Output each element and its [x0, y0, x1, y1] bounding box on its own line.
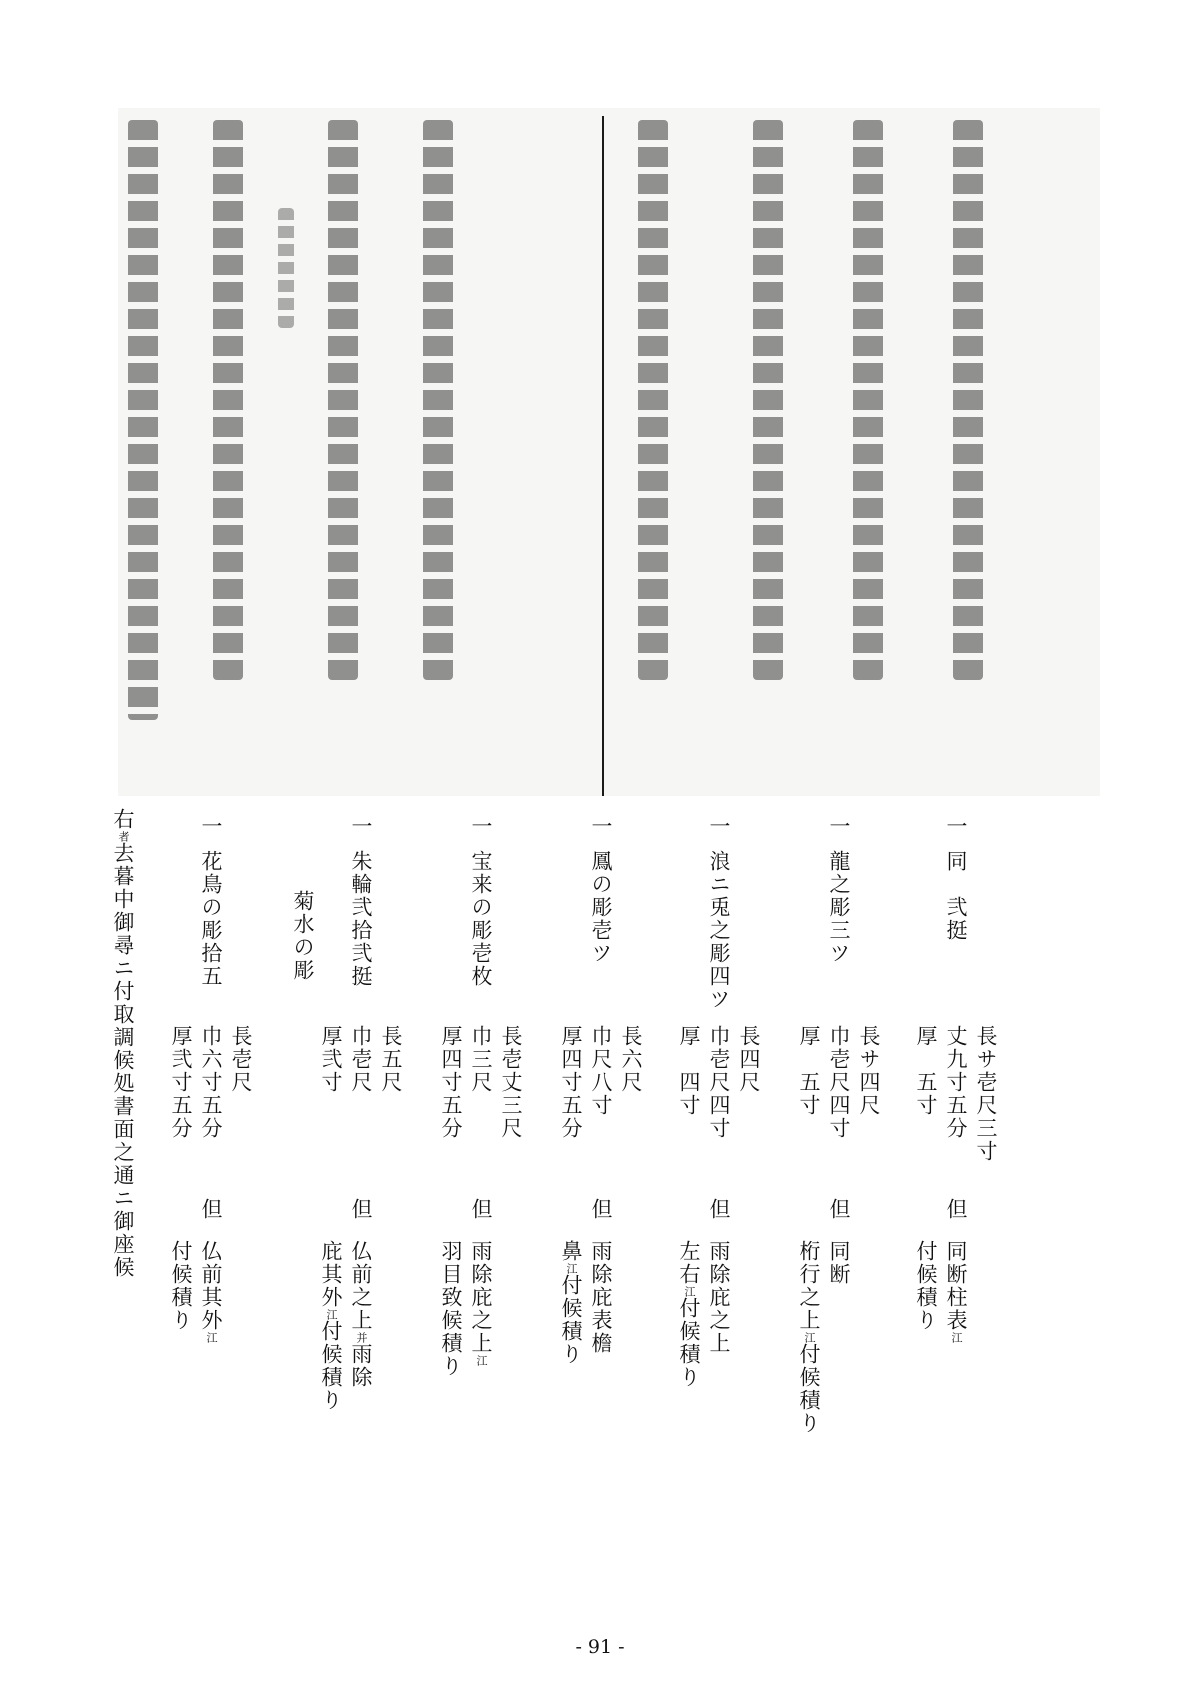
- note-small: 江: [565, 1263, 579, 1274]
- item-note: 雨除庇之上: [707, 1240, 732, 1355]
- item-size-line: 長五尺: [379, 1025, 404, 1094]
- list-bullet: 一: [469, 815, 494, 838]
- script-column: [213, 120, 243, 680]
- item-size-line: 丈九寸五分: [944, 1025, 969, 1140]
- page-number: - 91 -: [575, 1636, 625, 1658]
- item-size-line: 巾壱尺: [349, 1025, 374, 1094]
- note-mark: 但: [589, 1198, 614, 1221]
- script-column: [423, 120, 453, 680]
- list-bullet: 一: [589, 815, 614, 838]
- item-note: 付候積り: [169, 1240, 194, 1332]
- item-note: 同断: [827, 1240, 852, 1286]
- item-note: [798, 1240, 820, 1435]
- closing-line: [112, 808, 134, 1279]
- item-size-line: 厚弐寸五分: [169, 1025, 194, 1140]
- list-bullet: 一: [349, 815, 374, 838]
- note-text: 雨除庇之上: [469, 1240, 494, 1355]
- item-size-line: 厚 五寸: [914, 1025, 939, 1117]
- note-text: 桁行之上: [797, 1240, 822, 1332]
- list-bullet: 一: [199, 815, 224, 838]
- item-size-line: 長六尺: [619, 1025, 644, 1094]
- item-size-line: 巾壱尺四寸: [707, 1025, 732, 1140]
- item-note: [560, 1240, 582, 1366]
- note-small: 江: [325, 1309, 339, 1320]
- note-small: 江: [803, 1332, 817, 1343]
- note-text: 左右: [677, 1240, 702, 1286]
- note-mark: 但: [827, 1198, 852, 1221]
- list-bullet: 一: [827, 815, 852, 838]
- note-text: 仏前之上: [349, 1240, 374, 1332]
- item-name: 同 弐挺: [944, 850, 969, 942]
- item-note: [350, 1240, 372, 1389]
- script-column: [638, 120, 668, 680]
- note-text: 付候積り: [559, 1274, 584, 1366]
- closing-small: 者: [117, 831, 131, 842]
- item-size-line: 厚四寸五分: [559, 1025, 584, 1140]
- item-note: [678, 1240, 700, 1389]
- item-size-line: 長サ壱尺三寸: [974, 1025, 999, 1163]
- note-text: 付候積り: [797, 1343, 822, 1435]
- note-text: 雨除: [349, 1343, 374, 1389]
- item-note: [470, 1240, 492, 1366]
- item-size-line: 巾尺八寸: [589, 1025, 614, 1117]
- item-size-line: 巾六寸五分: [199, 1025, 224, 1140]
- item-name: 龍之彫三ツ: [827, 850, 852, 965]
- item-size-line: 長壱丈三尺: [499, 1025, 524, 1140]
- note-mark: 但: [469, 1198, 494, 1221]
- item-size-line: 厚弐寸: [319, 1025, 344, 1094]
- note-mark: 但: [707, 1198, 732, 1221]
- page-fold-line: [602, 116, 604, 796]
- note-text: 付候積り: [319, 1320, 344, 1412]
- item-name: 朱輪弐拾弐挺: [349, 850, 374, 988]
- item-name: 宝来の彫壱枚: [469, 850, 494, 988]
- item-size-line: 厚 四寸: [677, 1025, 702, 1117]
- item-name: 鳳の彫壱ツ: [589, 850, 614, 965]
- list-bullet: 一: [944, 815, 969, 838]
- script-column: [853, 120, 883, 680]
- note-small: 江: [950, 1332, 964, 1343]
- item-size-line: 巾三尺: [469, 1025, 494, 1094]
- script-column: [953, 120, 983, 680]
- item-note: [320, 1240, 342, 1412]
- note-mark: 但: [944, 1198, 969, 1221]
- item-note: 羽目致候積り: [439, 1240, 464, 1378]
- note-mark: 但: [349, 1198, 374, 1221]
- item-note: [200, 1240, 222, 1343]
- item-size-line: 長壱尺: [229, 1025, 254, 1094]
- item-size-line: 巾壱尺四寸: [827, 1025, 852, 1140]
- script-column: [753, 120, 783, 680]
- note-text: 仏前其外: [199, 1240, 224, 1332]
- item-sub-name: 菊水の彫: [291, 890, 316, 982]
- note-text: 鼻: [559, 1240, 584, 1263]
- note-small: 江: [475, 1355, 489, 1366]
- note-text: 付候積り: [677, 1297, 702, 1389]
- script-column: [328, 120, 358, 680]
- script-column: [128, 120, 158, 720]
- note-text: 庇其外: [319, 1240, 344, 1309]
- item-size-line: 厚 五寸: [797, 1025, 822, 1117]
- note-small: 并: [355, 1332, 369, 1343]
- item-name: 浪ニ兎之彫四ツ: [707, 850, 732, 1011]
- item-size-line: 長四尺: [737, 1025, 762, 1094]
- note-mark: 但: [199, 1198, 224, 1221]
- item-note: 付候積り: [914, 1240, 939, 1332]
- list-bullet: 一: [707, 815, 732, 838]
- item-size-line: 厚四寸五分: [439, 1025, 464, 1140]
- note-text: 同断柱表: [944, 1240, 969, 1332]
- item-name: 花鳥の彫拾五: [199, 850, 224, 988]
- note-small: 江: [205, 1332, 219, 1343]
- item-size-line: 長サ四尺: [857, 1025, 882, 1117]
- manuscript-scan: [118, 108, 1100, 796]
- note-small: 江: [683, 1286, 697, 1297]
- closing-head: 右: [111, 808, 136, 831]
- closing-rest: 去暮中御尋ニ付取調候処書面之通ニ御座候: [111, 842, 136, 1279]
- item-note: 雨除庇表檐: [589, 1240, 614, 1355]
- item-note: [945, 1240, 967, 1343]
- script-column: [278, 208, 294, 328]
